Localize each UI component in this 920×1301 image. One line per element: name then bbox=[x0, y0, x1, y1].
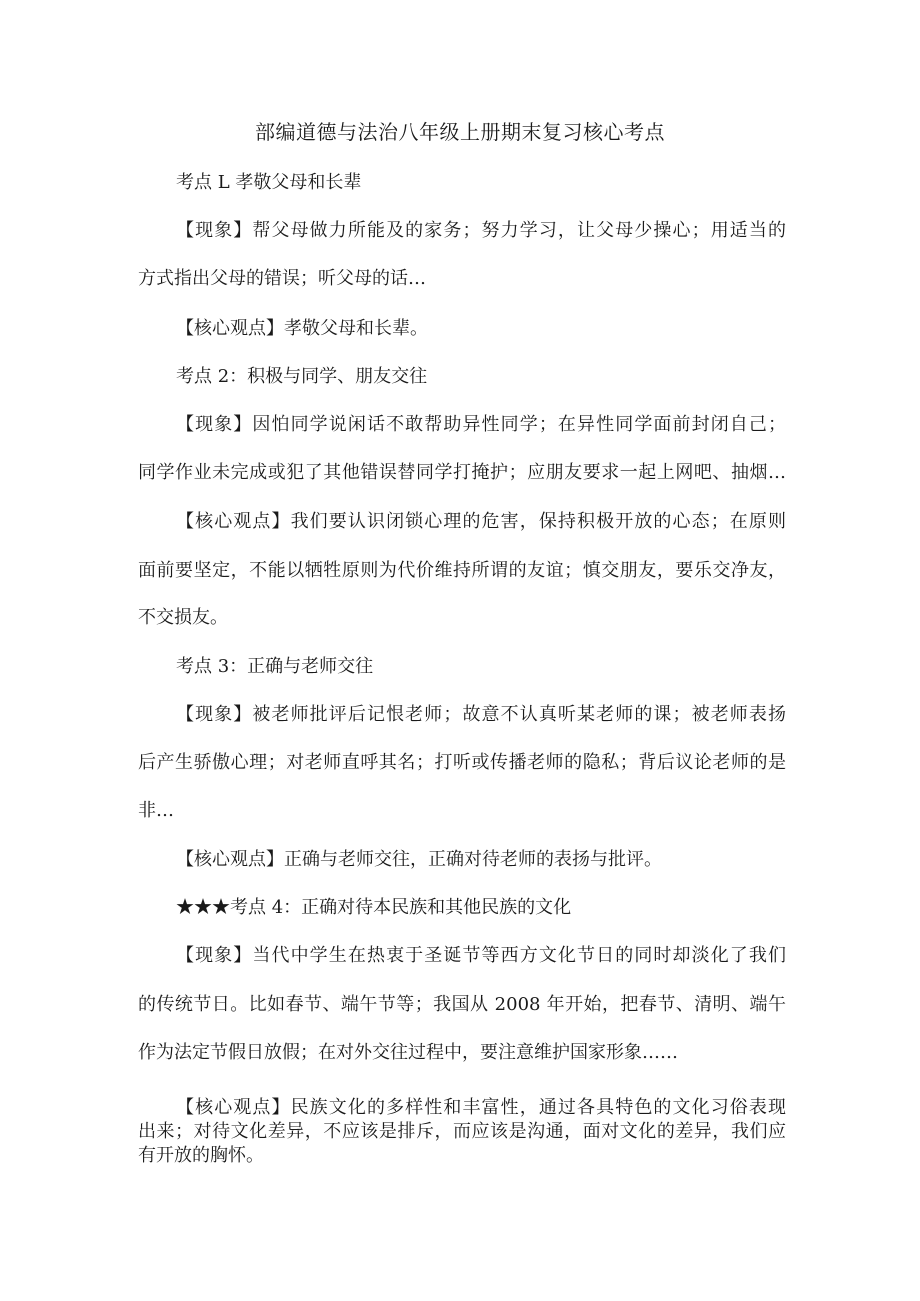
section-3-viewpoint: 【核心观点】正确与老师交往，正确对待老师的表扬与批评。 bbox=[176, 849, 662, 870]
section-4-phenomenon-line-3: 作为法定节假日放假；在对外交往过程中，要注意维护国家形象…… bbox=[138, 1042, 678, 1063]
section-4-phenomenon-line-2: 的传统节日。比如春节、端午节等；我国从 2008 年开始，把春节、清明、端午 bbox=[138, 994, 786, 1015]
section-4-phenomenon-line-1: 【现象】当代中学生在热衷于圣诞节等西方文化节日的同时却淡化了我们 bbox=[176, 945, 786, 966]
section-1-viewpoint: 【核心观点】孝敬父母和长辈。 bbox=[176, 318, 428, 339]
section-2-viewpoint-line-2: 面前要坚定，不能以牺牲原则为代价维持所谓的友谊；慎交朋友，要乐交净友， bbox=[138, 560, 786, 581]
section-2-heading: 考点 2：积极与同学、朋友交往 bbox=[176, 366, 428, 387]
section-4-viewpoint-line-3: 有开放的胸怀。 bbox=[138, 1145, 264, 1166]
section-3-phenomenon-line-3: 非… bbox=[138, 800, 174, 821]
section-3-phenomenon-line-1: 【现象】被老师批评后记恨老师；故意不认真听某老师的课；被老师表扬 bbox=[176, 704, 786, 725]
section-3-phenomenon-line-2: 后产生骄傲心理；对老师直呼其名；打听或传播老师的隐私；背后议论老师的是 bbox=[138, 752, 786, 773]
document-title: 部编道德与法治八年级上册期末复习核心考点 bbox=[255, 120, 665, 144]
section-4-heading: ★★★考点 4：正确对待本民族和其他民族的文化 bbox=[176, 897, 572, 918]
section-2-viewpoint-line-1: 【核心观点】我们要认识闭锁心理的危害，保持积极开放的心态；在原则 bbox=[176, 511, 786, 532]
section-2-phenomenon-line-1: 【现象】因怕同学说闲话不敢帮助异性同学；在异性同学面前封闭自己； bbox=[176, 414, 786, 435]
section-4-viewpoint-line-2: 出来；对待文化差异，不应该是排斥，而应该是沟通，面对文化的差异，我们应 bbox=[138, 1121, 786, 1142]
section-4-viewpoint-line-1: 【核心观点】民族文化的多样性和丰富性，通过各具特色的文化习俗表现 bbox=[176, 1097, 786, 1118]
section-1-heading: 考点 L 孝敬父母和长辈 bbox=[176, 172, 362, 193]
section-2-viewpoint-line-3: 不交损友。 bbox=[138, 607, 228, 628]
section-1-phenomenon-line-1: 【现象】帮父母做力所能及的家务；努力学习，让父母少操心；用适当的 bbox=[176, 220, 786, 241]
section-2-phenomenon-line-2: 同学作业未完成或犯了其他错误替同学打掩护；应朋友要求一起上网吧、抽烟… bbox=[138, 462, 786, 483]
section-3-heading: 考点 3：正确与老师交往 bbox=[176, 656, 374, 677]
section-1-phenomenon-line-2: 方式指出父母的错误；听父母的话… bbox=[138, 268, 426, 289]
